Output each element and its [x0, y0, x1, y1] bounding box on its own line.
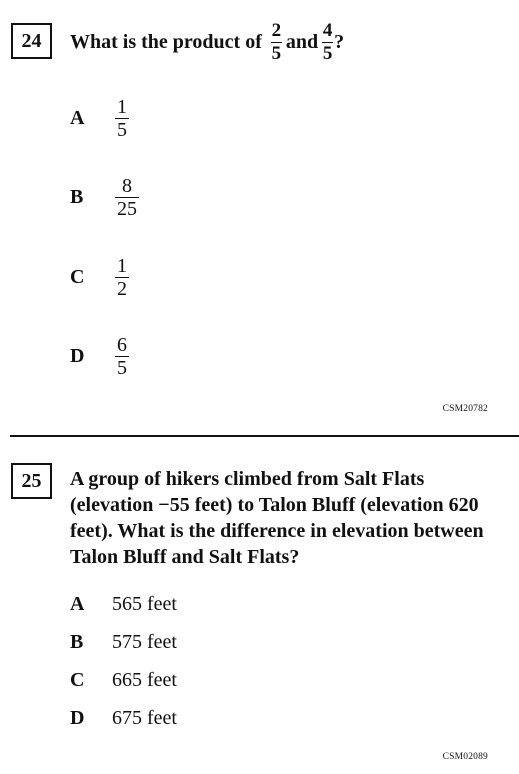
choice-text: 575 feet [112, 631, 177, 653]
question-number-25: 25 [11, 463, 52, 499]
choice-text: 565 feet [112, 593, 177, 615]
fraction-numerator: 8 [122, 174, 132, 197]
fraction-denominator: 5 [117, 118, 127, 141]
q24-choice-c[interactable] [70, 249, 129, 305]
item-code-24: CSM20782 [442, 404, 488, 414]
stem-prefix: What is the product of [70, 30, 262, 53]
fraction-denominator: 5 [271, 42, 282, 64]
fraction-numerator: 1 [117, 254, 127, 277]
q25-choice-a[interactable] [70, 591, 177, 617]
stem-connector: and [285, 30, 319, 53]
question-number-24: 24 [11, 23, 52, 59]
stem-fraction-2 [322, 20, 333, 65]
fraction-denominator: 2 [117, 277, 127, 300]
choice-fraction [115, 334, 129, 379]
choice-fraction [115, 255, 129, 300]
q24-choice-a[interactable] [70, 90, 129, 146]
choice-letter: C [70, 669, 85, 691]
item-code-25: CSM02089 [442, 752, 488, 762]
choice-fraction [115, 96, 129, 141]
q24-choice-b[interactable] [70, 169, 139, 225]
fraction-denominator: 5 [117, 356, 127, 379]
choice-letter: B [70, 185, 84, 208]
fraction-numerator: 2 [271, 19, 282, 41]
stem-fraction-1 [271, 20, 282, 65]
choice-letter: B [70, 631, 84, 653]
choice-text: 665 feet [112, 669, 177, 691]
choice-letter: A [70, 593, 85, 615]
question-25-stem: A group of hikers climbed from Salt Flats (elevation −55 feet) to Talon Bluff (elevation 620 feet). What is the difference in elevation between Talon Bluff and Salt Flats? [70, 468, 484, 568]
section-divider [10, 435, 519, 437]
choice-fraction [115, 175, 139, 220]
choice-letter: A [70, 106, 85, 129]
fraction-numerator: 6 [117, 333, 127, 356]
fraction-denominator: 25 [117, 197, 137, 220]
choice-letter: D [70, 344, 85, 367]
choice-letter: D [70, 707, 85, 729]
fraction-numerator: 1 [117, 95, 127, 118]
fraction-numerator: 4 [322, 19, 333, 41]
q24-choice-d[interactable] [70, 328, 129, 384]
q25-choice-d[interactable] [70, 705, 177, 731]
stem-suffix: ? [334, 30, 345, 53]
q25-choice-b[interactable] [70, 629, 177, 655]
choice-letter: C [70, 265, 85, 288]
fraction-denominator: 5 [322, 42, 333, 64]
q25-choice-c[interactable] [70, 667, 177, 693]
question-24-stem [70, 14, 344, 70]
choice-text: 675 feet [112, 707, 177, 729]
